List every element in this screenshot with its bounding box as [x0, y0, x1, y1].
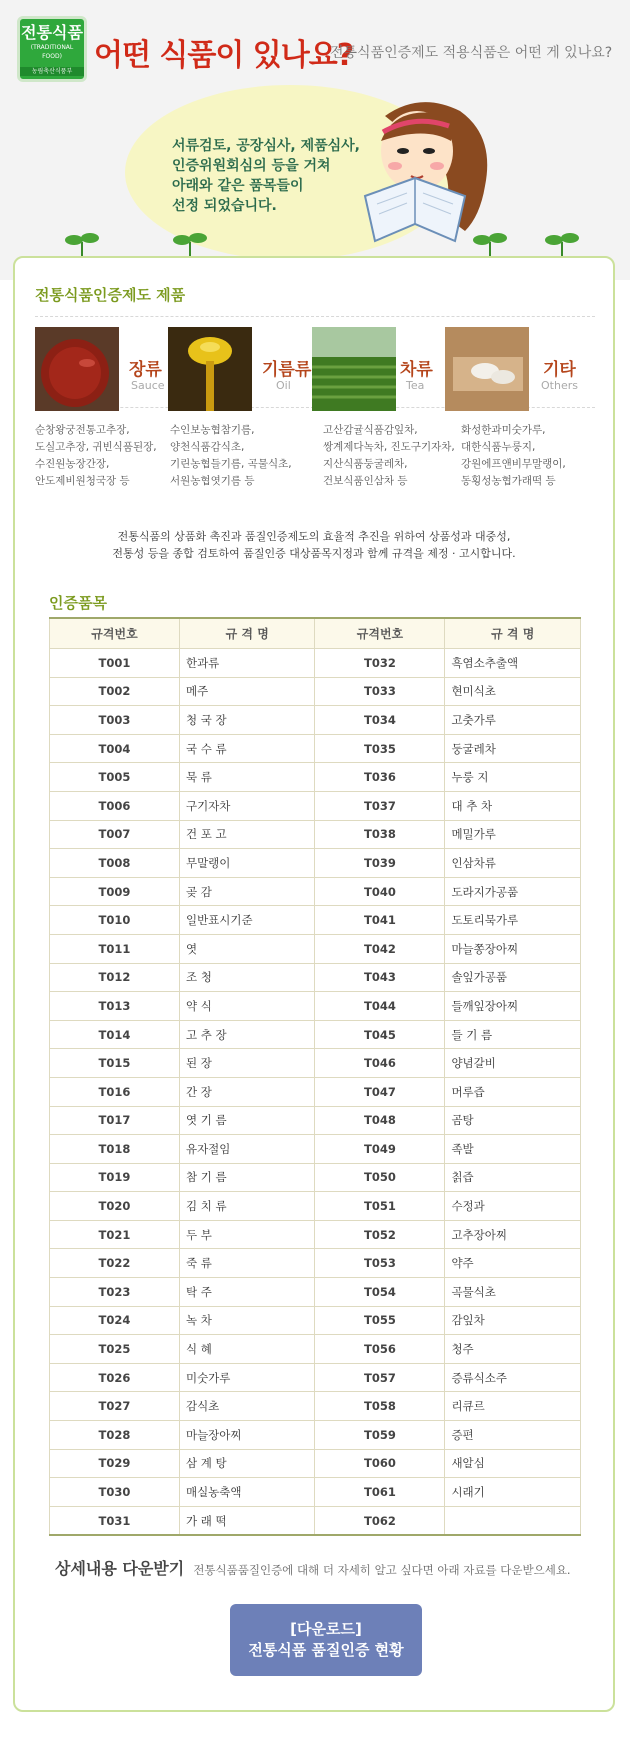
standard-name-cell: 무말랭이	[179, 849, 315, 878]
standard-code-cell: T047	[315, 1077, 445, 1106]
category-english: Tea	[406, 379, 425, 392]
sprout-icon	[542, 228, 582, 258]
standard-name-cell: 시래기	[445, 1478, 581, 1507]
standard-code-cell: T026	[50, 1363, 180, 1392]
table-row	[50, 649, 581, 678]
table-row	[50, 1249, 581, 1278]
standard-name-cell: 인삼차류	[445, 849, 581, 878]
standard-name-cell: 두 부	[179, 1220, 315, 1249]
desc-line: 지산식품둥굴레차,	[323, 458, 408, 470]
standard-name-cell: 고추장아찌	[445, 1220, 581, 1249]
table-header-row	[50, 618, 581, 649]
download-section	[55, 1556, 571, 1579]
standard-code-cell: T001	[50, 649, 180, 678]
standard-name-cell: 머루즙	[445, 1077, 581, 1106]
desc-line: 서원농협엿기름 등	[170, 475, 255, 487]
standard-name-cell: 묵 류	[179, 763, 315, 792]
standard-code-cell: T058	[315, 1392, 445, 1421]
standard-code-cell: T036	[315, 763, 445, 792]
standard-name-cell: 메밀가루	[445, 820, 581, 849]
standard-name-cell: 둥굴레차	[445, 734, 581, 763]
standard-name-cell: 조 청	[179, 963, 315, 992]
standard-name-cell: 곶 감	[179, 877, 315, 906]
category-name: 기름류	[262, 360, 312, 380]
download-button[interactable]	[230, 1604, 422, 1676]
rice-cake-photo	[445, 327, 529, 411]
desc-line: 안도제비원청국장 등	[35, 475, 130, 487]
standard-code-cell: T038	[315, 820, 445, 849]
desc-line: 대한식품누룽지,	[461, 441, 536, 453]
table-row	[50, 677, 581, 706]
standard-code-cell: T043	[315, 963, 445, 992]
table-row	[50, 1220, 581, 1249]
bubble-line: 아래와 같은 품목들이	[172, 178, 304, 194]
standard-code-cell: T032	[315, 649, 445, 678]
standard-name-cell: 도토리묵가루	[445, 906, 581, 935]
column-header: 규격번호	[315, 618, 445, 649]
standard-code-cell: T041	[315, 906, 445, 935]
standard-name-cell: 탁 주	[179, 1278, 315, 1307]
standard-name-cell: 족발	[445, 1135, 581, 1164]
standard-name-cell: 마늘장아찌	[179, 1421, 315, 1450]
column-header: 규 격 명	[445, 618, 581, 649]
table-row	[50, 992, 581, 1021]
category-english: Oil	[276, 379, 291, 392]
standard-code-cell: T006	[50, 791, 180, 820]
standard-name-cell: 매실농축액	[179, 1478, 315, 1507]
standard-code-cell: T023	[50, 1278, 180, 1307]
standard-name-cell: 유자절임	[179, 1135, 315, 1164]
table-row	[50, 1421, 581, 1450]
standard-name-cell: 약주	[445, 1249, 581, 1278]
page-subtitle: 전통식품인증제도 적용식품은 어떤 게 있나요?	[330, 45, 613, 61]
bubble-line: 인증위원회심의 등을 거쳐	[172, 158, 331, 174]
standard-code-cell: T009	[50, 877, 180, 906]
notice-line: 전통성 등을 종합 검토하여 품질인증 대상품목지정과 함께 규격을 제정 · 고시합니다.	[112, 547, 516, 560]
standard-code-cell: T051	[315, 1192, 445, 1221]
standard-name-cell: 솔잎가공품	[445, 963, 581, 992]
standard-code-cell: T044	[315, 992, 445, 1021]
desc-line: 수인보농협참기름,	[170, 424, 255, 436]
standard-code-cell: T055	[315, 1306, 445, 1335]
standard-code-cell: T015	[50, 1049, 180, 1078]
standard-code-cell: T062	[315, 1506, 445, 1535]
table-row	[50, 1478, 581, 1507]
standard-code-cell: T053	[315, 1249, 445, 1278]
bubble-line: 서류검토, 공장심사, 제품심사,	[172, 138, 360, 154]
table-row	[50, 1163, 581, 1192]
standard-code-cell: T004	[50, 734, 180, 763]
standard-name-cell: 고춧가루	[445, 706, 581, 735]
table-row	[50, 706, 581, 735]
logo-title: 전통식품	[21, 23, 83, 42]
standard-code-cell: T028	[50, 1421, 180, 1450]
standard-code-cell: T059	[315, 1421, 445, 1450]
standard-code-cell: T061	[315, 1478, 445, 1507]
standard-code-cell: T008	[50, 849, 180, 878]
standard-code-cell: T013	[50, 992, 180, 1021]
table-row	[50, 734, 581, 763]
category-tea	[312, 327, 452, 413]
desc-line: 기린농협들기름, 곡물식초,	[170, 458, 292, 470]
download-button-label: [다운로드]	[290, 1620, 362, 1638]
logo-english: (TRADITIONAL FOOD)	[30, 44, 74, 60]
table-row	[50, 791, 581, 820]
standard-code-cell: T030	[50, 1478, 180, 1507]
category-desc-others	[461, 422, 566, 490]
standard-name-cell: 건 포 고	[179, 820, 315, 849]
content-panel	[13, 256, 615, 1712]
logo	[17, 16, 87, 82]
category-sauce	[35, 327, 175, 413]
table-row	[50, 1449, 581, 1478]
certified-items-table	[49, 617, 581, 1536]
standard-name-cell: 누룽 지	[445, 763, 581, 792]
standard-name-cell: 대 추 차	[445, 791, 581, 820]
standard-code-cell: T054	[315, 1278, 445, 1307]
standard-name-cell: 녹 차	[179, 1306, 315, 1335]
category-desc-tea	[323, 422, 455, 490]
standard-code-cell: T011	[50, 934, 180, 963]
standard-name-cell: 된 장	[179, 1049, 315, 1078]
girl-reading-illustration	[345, 96, 495, 246]
category-others	[445, 327, 595, 413]
desc-line: 수진원농장간장,	[35, 458, 110, 470]
standard-code-cell: T039	[315, 849, 445, 878]
tea-field-photo	[312, 327, 396, 411]
standard-code-cell: T045	[315, 1020, 445, 1049]
category-name: 장류	[129, 360, 162, 380]
standard-code-cell: T052	[315, 1220, 445, 1249]
table-row	[50, 849, 581, 878]
standard-name-cell: 감잎차	[445, 1306, 581, 1335]
table-row	[50, 1363, 581, 1392]
standard-name-cell: 참 기 름	[179, 1163, 315, 1192]
standard-name-cell: 증편	[445, 1421, 581, 1450]
standard-code-cell: T002	[50, 677, 180, 706]
table-row	[50, 1020, 581, 1049]
column-header: 규격번호	[50, 618, 180, 649]
standard-name-cell: 약 식	[179, 992, 315, 1021]
header	[0, 0, 630, 280]
desc-line: 강원에프앤비무말랭이,	[461, 458, 566, 470]
oil-photo	[168, 327, 252, 411]
table-row	[50, 1049, 581, 1078]
standard-name-cell: 현미식초	[445, 677, 581, 706]
standard-name-cell: 감식초	[179, 1392, 315, 1421]
standard-name-cell: 청주	[445, 1335, 581, 1364]
category-strip	[35, 316, 595, 408]
standard-code-cell: T005	[50, 763, 180, 792]
standard-name-cell: 들깨잎장아찌	[445, 992, 581, 1021]
standard-code-cell: T056	[315, 1335, 445, 1364]
logo-ministry: 농림축산식품부	[20, 67, 84, 76]
standard-code-cell: T029	[50, 1449, 180, 1478]
table-row	[50, 1192, 581, 1221]
category-english: Others	[541, 379, 578, 392]
standard-name-cell: 곰탕	[445, 1106, 581, 1135]
standard-code-cell: T037	[315, 791, 445, 820]
table-row	[50, 1135, 581, 1164]
standard-name-cell: 가 래 떡	[179, 1506, 315, 1535]
table-row	[50, 820, 581, 849]
standard-code-cell: T035	[315, 734, 445, 763]
standard-name-cell: 수정과	[445, 1192, 581, 1221]
standard-code-cell: T019	[50, 1163, 180, 1192]
standard-code-cell: T018	[50, 1135, 180, 1164]
standard-code-cell: T057	[315, 1363, 445, 1392]
desc-line: 화성한과미숫가루,	[461, 424, 546, 436]
desc-line: 순창왕궁전통고추장,	[35, 424, 130, 436]
standard-code-cell: T046	[315, 1049, 445, 1078]
table-row	[50, 906, 581, 935]
notice-text	[15, 528, 613, 562]
standard-name-cell: 리큐르	[445, 1392, 581, 1421]
download-heading: 상세내용 다운받기	[55, 1559, 185, 1578]
standard-name-cell: 새알심	[445, 1449, 581, 1478]
sprout-icon	[470, 228, 510, 258]
standard-code-cell: T033	[315, 677, 445, 706]
desc-line: 동횡성농협가래떡 등	[461, 475, 556, 487]
standard-name-cell: 증류식소주	[445, 1363, 581, 1392]
category-desc-oil	[170, 422, 292, 490]
desc-line: 고산감귤식품감잎차,	[323, 424, 418, 436]
desc-line: 양천식품감식초,	[170, 441, 245, 453]
standard-name-cell	[445, 1506, 581, 1535]
standard-code-cell: T025	[50, 1335, 180, 1364]
table-row	[50, 1392, 581, 1421]
standard-code-cell: T049	[315, 1135, 445, 1164]
category-name: 기타	[543, 360, 576, 380]
bubble-line: 선정 되었습니다.	[172, 198, 277, 214]
standard-name-cell: 삼 계 탕	[179, 1449, 315, 1478]
standard-code-cell: T022	[50, 1249, 180, 1278]
table-row	[50, 877, 581, 906]
standard-name-cell: 미숫가루	[179, 1363, 315, 1392]
standard-name-cell: 엿	[179, 934, 315, 963]
page-title: 어떤 식품이 있나요?	[94, 38, 354, 73]
standard-name-cell: 구기자차	[179, 791, 315, 820]
notice-line: 전통식품의 상품화 촉진과 품질인증제도의 효율적 추진을 위하여 상품성과 대중성,	[117, 530, 511, 543]
desc-line: 쌍계제다녹차, 진도구기자차,	[323, 441, 455, 453]
standard-code-cell: T012	[50, 963, 180, 992]
standard-name-cell: 한과류	[179, 649, 315, 678]
section-title: 전통식품인증제도 제품	[35, 286, 186, 304]
desc-line: 건보식품인삼차 등	[323, 475, 408, 487]
column-header: 규 격 명	[179, 618, 315, 649]
standard-code-cell: T034	[315, 706, 445, 735]
category-desc-sauce	[35, 422, 157, 490]
standard-name-cell: 고 추 장	[179, 1020, 315, 1049]
standard-code-cell: T031	[50, 1506, 180, 1535]
standard-code-cell: T014	[50, 1020, 180, 1049]
table-row	[50, 934, 581, 963]
table-row	[50, 1506, 581, 1535]
standard-name-cell: 도라지가공품	[445, 877, 581, 906]
standard-name-cell: 죽 류	[179, 1249, 315, 1278]
standard-code-cell: T003	[50, 706, 180, 735]
standard-code-cell: T040	[315, 877, 445, 906]
standard-name-cell: 마늘쫑장아찌	[445, 934, 581, 963]
standard-code-cell: T024	[50, 1306, 180, 1335]
table-row	[50, 1306, 581, 1335]
standard-code-cell: T021	[50, 1220, 180, 1249]
standard-name-cell: 곡물식초	[445, 1278, 581, 1307]
table-row	[50, 763, 581, 792]
category-english: Sauce	[131, 379, 165, 392]
standard-code-cell: T016	[50, 1077, 180, 1106]
standard-code-cell: T010	[50, 906, 180, 935]
standard-name-cell: 국 수 류	[179, 734, 315, 763]
standard-code-cell: T048	[315, 1106, 445, 1135]
download-description: 전통식품품질인증에 대해 더 자세히 알고 싶다면 아래 자료를 다운받으세요.	[193, 1563, 571, 1577]
standard-name-cell: 식 혜	[179, 1335, 315, 1364]
table-row	[50, 1077, 581, 1106]
download-button-title: 전통식품 품질인증 현황	[248, 1641, 404, 1659]
standard-code-cell: T020	[50, 1192, 180, 1221]
table-row	[50, 963, 581, 992]
standard-name-cell: 양념갈비	[445, 1049, 581, 1078]
standard-name-cell: 흑염소추출액	[445, 649, 581, 678]
standard-code-cell: T007	[50, 820, 180, 849]
standard-code-cell: T017	[50, 1106, 180, 1135]
standard-code-cell: T042	[315, 934, 445, 963]
sprout-icon	[62, 228, 102, 258]
category-oil	[168, 327, 312, 413]
standard-name-cell: 김 치 류	[179, 1192, 315, 1221]
standard-code-cell: T050	[315, 1163, 445, 1192]
sauce-photo	[35, 327, 119, 411]
sprout-icon	[170, 228, 210, 258]
table-row	[50, 1335, 581, 1364]
standard-name-cell: 칡즙	[445, 1163, 581, 1192]
standard-name-cell: 엿 기 름	[179, 1106, 315, 1135]
standard-name-cell: 일반표시기준	[179, 906, 315, 935]
table-row	[50, 1106, 581, 1135]
standard-code-cell: T060	[315, 1449, 445, 1478]
standard-name-cell: 간 장	[179, 1077, 315, 1106]
certified-list-title: 인증품목	[49, 594, 107, 612]
desc-line: 도실고추장, 귀빈식품된장,	[35, 441, 157, 453]
standard-code-cell: T027	[50, 1392, 180, 1421]
category-name: 차류	[400, 360, 433, 380]
standard-name-cell: 들 기 름	[445, 1020, 581, 1049]
standard-name-cell: 메주	[179, 677, 315, 706]
standard-name-cell: 청 국 장	[179, 706, 315, 735]
table-row	[50, 1278, 581, 1307]
